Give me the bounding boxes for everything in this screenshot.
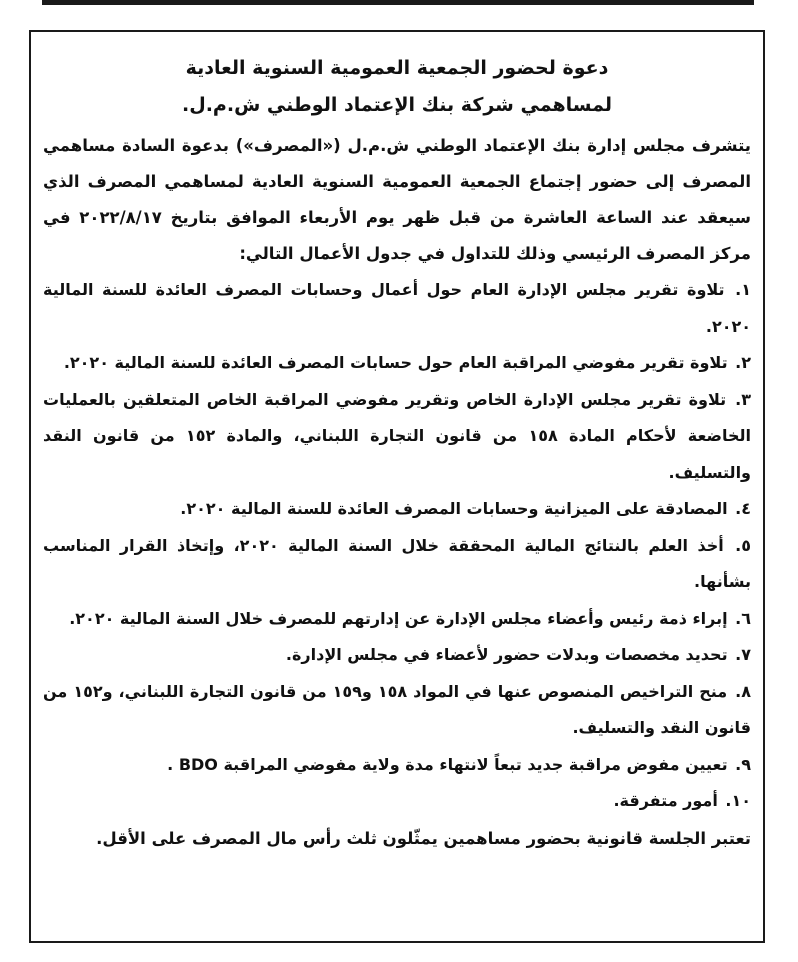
agenda-text: أخذ العلم بالنتائج المالية المحققة خلال السنة المالية ٢٠٢٠، وإتخاذ القرار المناسب بشأنها. bbox=[43, 535, 751, 591]
agenda-number: ١٠. bbox=[725, 791, 751, 810]
agenda-number: ١. bbox=[735, 280, 751, 299]
agenda-text: تلاوة تقرير مجلس الإدارة العام حول أعمال وحسابات المصرف العائدة للسنة المالية ٢٠٢٠. bbox=[43, 280, 751, 336]
agenda-text: إبراء ذمة رئيس وأعضاء مجلس الإدارة عن إدارتهم للمصرف خلال السنة المالية ٢٠٢٠. bbox=[69, 608, 728, 628]
agenda-item bbox=[43, 747, 751, 784]
agenda-number: ٩. bbox=[735, 754, 751, 774]
agenda-number: ٥. bbox=[735, 535, 751, 555]
agenda-number: ٣. bbox=[735, 389, 752, 409]
agenda-text: تلاوة تقرير مفوضي المراقبة العام حول حسابات المصرف العائدة للسنة المالية ٢٠٢٠. bbox=[63, 353, 728, 372]
agenda-text: تحديد مخصصات وبدلات حضور لأعضاء في مجلس الإدارة. bbox=[285, 645, 728, 664]
agenda-number: ٨. bbox=[735, 681, 752, 701]
agenda-text: تعيين مفوض مراقبة جديد تبعاً لانتهاء مدة ولاية مفوضي المراقبة BDO . bbox=[167, 754, 728, 774]
agenda-item bbox=[43, 783, 751, 820]
quorum-note: تعتبر الجلسة قانونية بحضور مساهمين يمثّلون ثلث رأس مال المصرف على الأقل. bbox=[96, 828, 751, 848]
agenda-item bbox=[43, 601, 751, 638]
agenda-text: منح التراخيص المنصوص عنها في المواد ١٥٨ و١٥٩ من قانون التجارة اللبناني، و١٥٢ من قانون النقد والتسليف. bbox=[43, 681, 751, 737]
agenda-item bbox=[43, 345, 751, 382]
agenda-number: ٧. bbox=[735, 645, 751, 664]
agenda-number: ٦. bbox=[735, 608, 751, 628]
agenda-item bbox=[43, 528, 751, 601]
top-rule bbox=[42, 0, 754, 5]
agenda-text: تلاوة تقرير مجلس الإدارة الخاص وتقرير مفوضي المراقبة الخاص المتعلقين بالعمليات الخاضعة لأحكام المادة ١٥٨ من قانون التجارة اللبناني، والمادة ١٥٢ من قانون النقد والتسليف. bbox=[43, 389, 751, 482]
agenda-number: ٤. bbox=[735, 499, 751, 518]
agenda-item bbox=[43, 491, 751, 528]
agenda-number: ٢. bbox=[735, 353, 751, 372]
agenda-item bbox=[43, 637, 751, 674]
agenda-item bbox=[43, 382, 751, 492]
agenda-text: المصادقة على الميزانية وحسابات المصرف العائدة للسنة المالية ٢٠٢٠. bbox=[180, 499, 728, 518]
notice-title-line1: دعوة لحضور الجمعية العمومية السنوية العادية bbox=[185, 57, 609, 79]
intro-paragraph: يتشرف مجلس إدارة بنك الإعتماد الوطني ش.م.ل («المصرف») بدعوة السادة مساهمي المصرف إلى حضور إجتماع الجمعية العمومية السنوية العادية لمساهمي المصرف الذي سيعقد عند الساعة العاشرة من قبل ظهر يوم الأربعاء الموافق بتاريخ ٢٠٢٢/٨/١٧ في مركز المصرف الرئيسي وذلك للتداول في جدول الأعمال التالي: bbox=[43, 136, 751, 263]
agenda-item bbox=[43, 674, 751, 747]
notice-title-line2: لمساهمي شركة بنك الإعتماد الوطني ش.م.ل. bbox=[182, 94, 612, 116]
agenda-list bbox=[43, 272, 751, 820]
agenda-item bbox=[43, 272, 751, 345]
agenda-text: أمور متفرقة. bbox=[613, 791, 718, 810]
notice-box bbox=[29, 30, 765, 943]
